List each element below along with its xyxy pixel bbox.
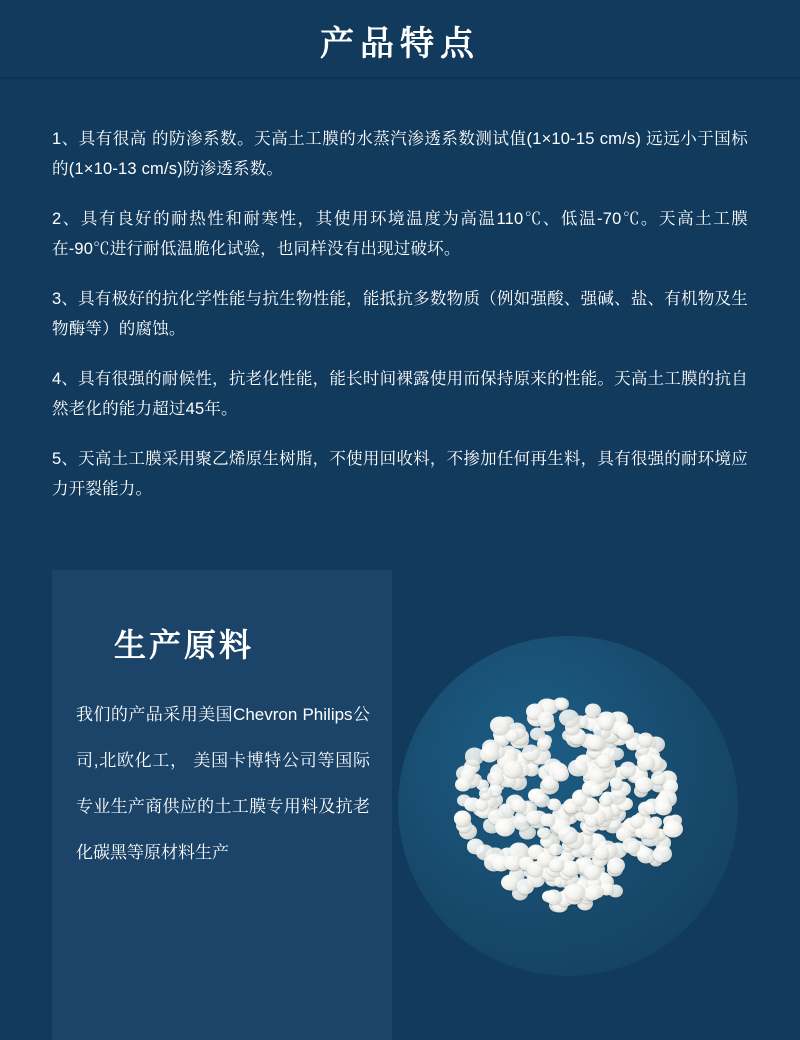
list-item: 3、具有极好的抗化学性能与抗生物性能，能抵抗多数物质（例如强酸、强碱、盐、有机物及生物酶等）的腐蚀。 (52, 289, 748, 338)
list-item: 5、天高土工膜采用聚乙烯原生树脂，不使用回收料，不掺加任何再生料，具有很强的耐环境应力开裂能力。 (52, 449, 748, 498)
page-title-area (0, 0, 800, 65)
page-title: 产品特点 (320, 25, 480, 63)
feature-list (0, 79, 800, 534)
material-heading: 生产原料 (114, 626, 255, 663)
list-item: 1、具有很高 的防渗系数。天高土工膜的水蒸汽渗透系数测试值(1×10-15 cm/s) 远远小于国标的(1×10-13 cm/s)防渗透系数。 (52, 129, 748, 178)
material-body: 我们的产品采用美国Chevron Philips公司,北欧化工， 美国卡博特公司等国际专业生产商供应的土工膜专用料及抗老化碳黑等原材料生产 (76, 704, 370, 862)
material-section (52, 570, 748, 1040)
pellet-cluster-icon (453, 698, 683, 913)
material-card (52, 570, 392, 1040)
pellet-photo (398, 636, 738, 976)
list-item: 2、具有良好的耐热性和耐寒性，其使用环境温度为高温110℃、低温-70℃。天高土工膜在-90℃进行耐低温脆化试验，也同样没有出现过破坏。 (52, 209, 748, 258)
list-item: 4、具有很强的耐候性，抗老化性能，能长时间裸露使用而保持原来的性能。天高土工膜的抗自然老化的能力超过45年。 (52, 369, 748, 418)
